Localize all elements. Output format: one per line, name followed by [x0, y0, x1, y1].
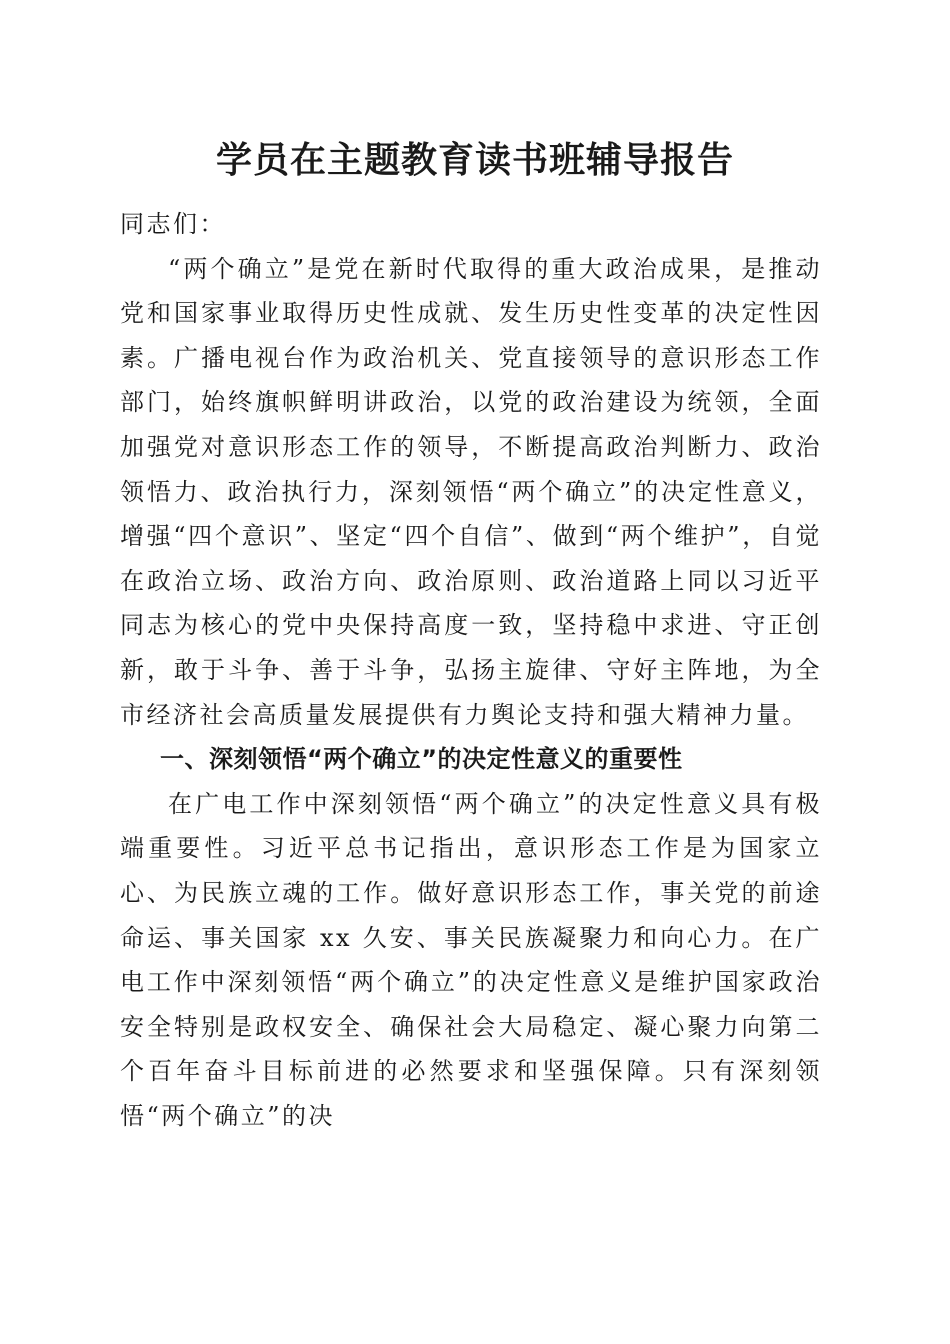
section-heading-1: 一、深刻领悟“两个确立”的决定性意义的重要性 — [160, 745, 683, 774]
document-body — [120, 202, 822, 1138]
salutation: 同志们： — [120, 210, 226, 238]
paragraph-intro: “两个确立”是党在新时代取得的重大政治成果，是推动党和国家事业取得历史性成就、发生历史性变革的决定性因素。广播电视台作为政治机关、党直接领导的意识形态工作部门，始终旗帜鲜明讲政治，以党的政治建设为统领，全面加强党对意识形态工作的领导，不断提高政治判断力、政治领悟力、政治执行力，深刻领悟“两个确立”的决定性意义，增强“四个意识”、坚定“四个自信”、做到“两个维护”，自觉在政治立场、政治方向、政治原则、政治道路上同以习近平同志为核心的党中央保持高度一致，坚持稳中求进、守正创新，敢于斗争、善于斗争，弘扬主旋律、守好主阵地，为全市经济社会高质量发展提供有力舆论支持和强大精神力量。 — [120, 254, 822, 729]
document-title: 学员在主题教育读书班辅导报告 — [215, 139, 734, 181]
paragraph-section-1: 在广电工作中深刻领悟“两个确立”的决定性意义具有极端重要性。习近平总书记指出，意识形态工作是为国家立心、为民族立魂的工作。做好意识形态工作，事关党的前途命运、事关国家 xx 久安、事关民族凝聚力和向心力。在广电工作中深刻领悟“两个确立”的决定性意义是维护国家政治安全特别是政权安全、确保社会大局稳定、凝心聚力向第二个百年奋斗目标前进的必然要求和坚强保障。只有深刻领悟“两个确立”的决 — [120, 789, 822, 1130]
